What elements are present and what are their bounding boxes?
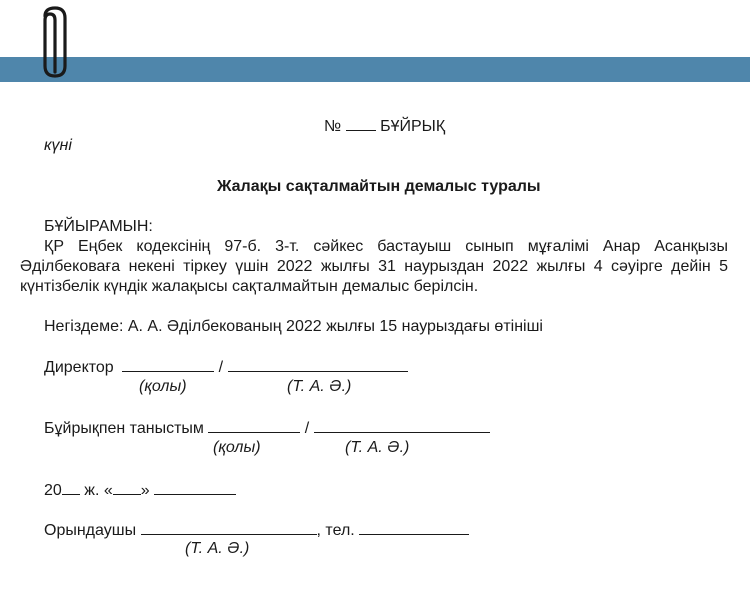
director-line [44, 357, 408, 378]
acquainted-sign-caption: (қолы) [213, 439, 261, 456]
acquainted-name-caption: (Т. А. Ә.) [345, 439, 410, 456]
day-blank [113, 480, 141, 495]
executor-name-blank [141, 520, 317, 535]
year-suffix: ж. « [84, 482, 113, 499]
order-number-line [324, 116, 445, 137]
director-sign-caption: (қолы) [139, 378, 187, 395]
month-blank [154, 480, 236, 495]
paperclip-icon [38, 6, 72, 80]
body-line-1: ҚР Еңбек кодексінің 97-б. 3-т. сәйкес бастауыш сынып мұғалімі Анар Асанқызы [44, 238, 728, 255]
executor-name-caption: (Т. А. Ә.) [185, 540, 250, 557]
document-title: БҰЙРЫҚ [380, 118, 446, 135]
director-name-blank [228, 357, 408, 372]
header-band [0, 57, 750, 82]
director-slash: / [218, 359, 224, 376]
acquainted-signature-blank [208, 418, 300, 433]
executor-label: Орындаушы [44, 522, 137, 539]
executor-phone-label: , тел. [316, 522, 355, 539]
order-word: БҰЙЫРАМЫН: [44, 218, 153, 235]
acquainted-slash: / [304, 420, 310, 437]
year-prefix: 20 [44, 482, 62, 499]
director-name-caption: (Т. А. Ә.) [287, 378, 352, 395]
body-line-3: күнтізбелік күндік жалақысы сақталмайтын демалыс берілсін. [20, 278, 479, 295]
body-line-2: Әділбековаға некені тіркеу үшін 2022 жылғы 31 наурыздан 2022 жылғы 4 сәуірге дейін 5 [20, 258, 728, 275]
year-blank [62, 480, 80, 495]
acquainted-label: Бұйрықпен таныстым [44, 420, 204, 437]
date-line [44, 480, 236, 501]
day-suffix: » [140, 482, 150, 499]
order-number-blank [346, 116, 376, 131]
order-subject: Жалақы сақталмайтын демалыс туралы [217, 178, 541, 195]
executor-line [44, 520, 469, 541]
executor-phone-blank [359, 520, 469, 535]
director-signature-blank [122, 357, 214, 372]
date-word: күні [44, 137, 72, 154]
acquainted-name-blank [314, 418, 490, 433]
basis-line: Негіздеме: А. А. Әділбекованың 2022 жылғы 15 наурыздағы өтініші [44, 318, 543, 335]
director-label: Директор [44, 359, 114, 376]
number-sign: № [324, 118, 342, 135]
acquainted-line [44, 418, 490, 439]
